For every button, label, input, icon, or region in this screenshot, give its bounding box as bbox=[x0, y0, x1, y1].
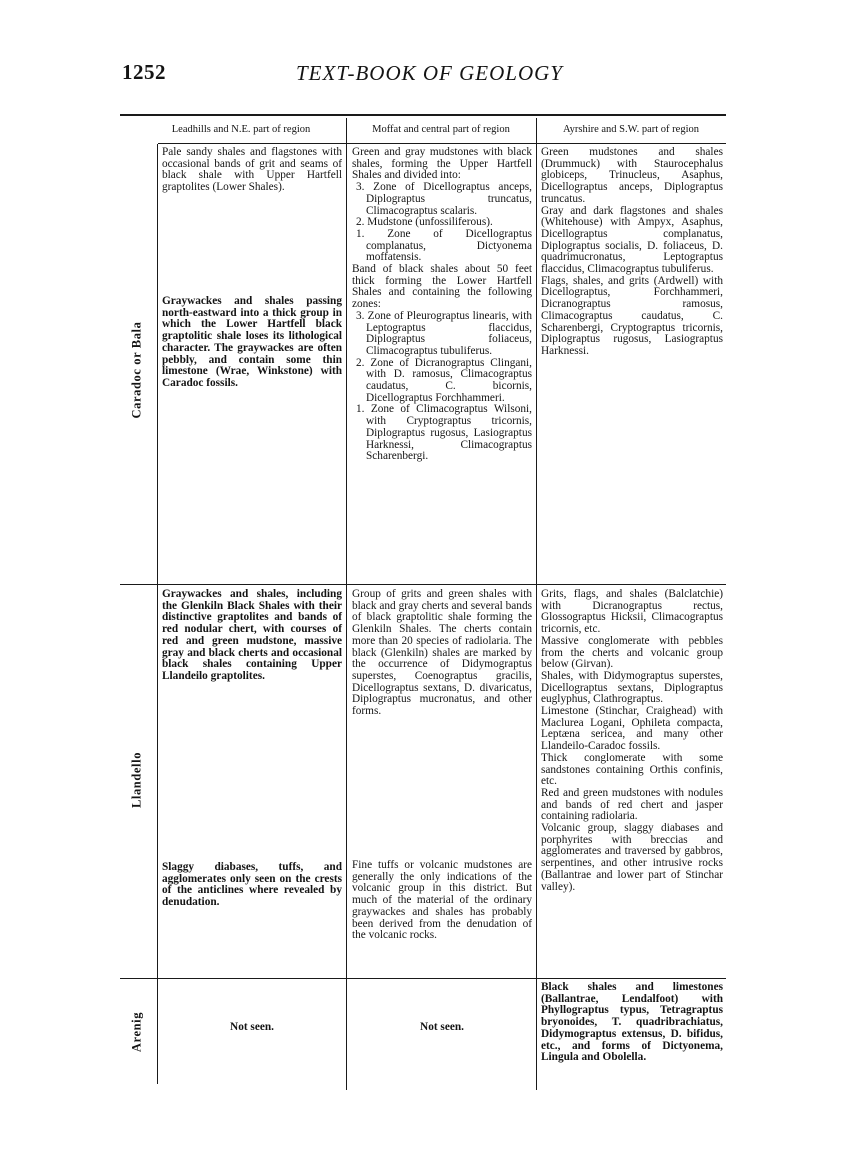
column-heading-leadhills: Leadhills and N.E. part of region bbox=[171, 124, 311, 135]
stage-label-llandeilo: Llandello bbox=[129, 751, 144, 809]
caradoc-moffat-lower-intro: Band of black shales about 50 feet thick forming the Lower Hartfell Shales and containing the following zones: bbox=[352, 263, 532, 311]
caradoc-moffat-upper-zone: 1. Zone of Dicellograptus complanatus, Dictyonema moffatensis. bbox=[356, 227, 532, 264]
llandeilo-leadhills-lower-cell bbox=[162, 862, 342, 909]
caradoc-moffat-intro: Green and gray mudstones with black shales, forming the Upper Hartfell Shales and divided into: bbox=[352, 146, 532, 182]
llandeilo-ayrshire-entry: Massive conglomerate with pebbles from the cherts and volcanic group below (Girvan). bbox=[541, 634, 723, 671]
llandeilo-moffat-lower-cell bbox=[352, 860, 532, 942]
arenig-leadhills-cell bbox=[162, 1022, 342, 1034]
stage-column-rule bbox=[157, 144, 158, 1084]
stage-label-caradoc: Caradoc or Bala bbox=[129, 321, 144, 419]
arenig-ayrshire-text: Black shales and limestones (Ballantrae, Lendalfoot) with Phyllograptus typus, Tetragraptus bryonoides, T. quadribrachiatus, Didymograptus extensus, D. bifidus, etc., and forms of Dictyonema, Lingula and Obolella. bbox=[541, 981, 723, 1064]
caradoc-ayrshire-entry: Gray and dark flagstones and shales (Whitehouse) with Ampyx, Asaphus, Dicellograptus complanatus, Diplograptus socialis, D. foliaceus, D. quadrimucronatus, Leptograptus flaccidus, Climacograptus tubuliferus. bbox=[541, 204, 723, 276]
llandeilo-moffat-cell bbox=[352, 589, 532, 718]
header-bottom-rule bbox=[158, 143, 726, 144]
llandeilo-moffat-lower-text: Fine tuffs or volcanic mudstones are generally the only indications of the volcanic group in this district. But much of the material of the ordinary graywackes and shales has probably been derived from the denudation of the volcanic rocks. bbox=[352, 859, 532, 942]
column-divider-2 bbox=[536, 118, 537, 1090]
table-top-rule bbox=[120, 114, 726, 116]
caradoc-moffat-upper-zone: 2. Mudstone (unfossiliferous). bbox=[356, 216, 493, 229]
llandeilo-leadhills-lower-text: Slaggy diabases, tuffs, and agglomerates only seen on the crests of the anticlines where revealed by denudation. bbox=[162, 861, 342, 909]
stage-label-arenig: Arenig bbox=[129, 1011, 144, 1053]
caradoc-ayrshire-entry: Flags, shales, and grits (Ardwell) with Dicellograptus, Forchhammeri, Dicranograptus ramosus, Climacograptus caudatus, C. Scharenbergi, Cryptograptus tricornis, Diplograptus rugosus, Lasiograptus Harknessi. bbox=[541, 274, 723, 357]
arenig-moffat-cell bbox=[352, 1022, 532, 1034]
llandeilo-ayrshire-entry: Thick conglomerate with some sandstones containing Orthis confinis, etc. bbox=[541, 751, 723, 788]
caradoc-ayrshire-cell bbox=[541, 147, 723, 358]
arenig-leadhills-text: Not seen. bbox=[230, 1021, 274, 1033]
caradoc-moffat-lower-zone: 1. Zone of Climacograptus Wilsoni, with Cryptograptus tricornis, Diplograptus rugosus, Lasiograptus Harknessi, Climacograptus Scharenbergi. bbox=[356, 403, 532, 463]
caradoc-leadhills-upper-text: Pale sandy shales and flagstones with occasional bands of grit and seams of black shale with Upper Hartfell graptolites (Lower Shales). bbox=[162, 146, 342, 194]
caradoc-moffat-upper-zone: 3. Zone of Dicellograptus anceps, Diplograptus truncatus, Climacograptus scalaris. bbox=[356, 181, 532, 217]
llandeilo-moffat-upper-text: Group of grits and green shales with black and gray cherts and several bands of black graptolitic shale forming the Glenkiln Shales. The cherts contain more than 20 species of radiolaria. The black (Glenkiln) shales are marked by the occurrence of Didymograptus superstes, Coenograptus gracilis, Dicellograptus sextans, D. divaricatus, Diplograptus mucronatus, and other forms. bbox=[352, 588, 532, 718]
column-divider-1 bbox=[346, 118, 347, 1090]
llandeilo-ayrshire-cell bbox=[541, 589, 723, 893]
caradoc-moffat-lower-zone: 3. Zone of Pleurograptus linearis, with Leptograptus flaccidus, Diplograptus foliaceus, Climacograptus tubuliferus. bbox=[356, 309, 532, 357]
caradoc-leadhills-lower-cell bbox=[162, 296, 342, 390]
page-number: 1252 bbox=[122, 60, 166, 84]
llandeilo-ayrshire-entry: Shales, with Didymograptus superstes, Dicellograptus sextans, Diplograptus euglyphus, Clathrograptus. bbox=[541, 669, 723, 706]
llandeilo-ayrshire-entry: Limestone (Stinchar, Craighead) with Maclurea Logani, Ophileta compacta, Leptæna sericea, and many other Llandeilo-Caradoc fossils. bbox=[541, 705, 723, 753]
running-title: TEXT-BOOK OF GEOLOGY bbox=[296, 61, 563, 85]
llandeilo-leadhills-upper-text: Graywackes and shales, including the Glenkiln Black Shales with their distinctive graptolites and bands of red nodular chert, with courses of red and green mudstone, massive gray and black cherts and occasional black shales containing Upper Llandeilo graptolites. bbox=[162, 588, 342, 682]
caradoc-ayrshire-entry: Green mudstones and shales (Drummuck) with Staurocephalus globiceps, Trinucleus, Asaphus, Dicellograptus anceps, Diplograptus truncatus. bbox=[541, 146, 723, 205]
arenig-moffat-text: Not seen. bbox=[420, 1021, 464, 1033]
llandeilo-ayrshire-entry: Red and green mudstones with nodules and bands of red chert and jasper containing radiolaria. bbox=[541, 786, 723, 823]
caradoc-leadhills-cell bbox=[162, 147, 342, 194]
column-heading-ayrshire: Ayrshire and S.W. part of region bbox=[563, 124, 699, 135]
column-heading-moffat: Moffat and central part of region bbox=[372, 124, 510, 135]
arenig-ayrshire-cell bbox=[541, 982, 723, 1064]
caradoc-moffat-lower-zone: 2. Zone of Dicranograptus Clingani, with D. ramosus, Climacograptus caudatus, C. bicornis, Dicellograptus Forchhammeri. bbox=[356, 356, 532, 404]
llandeilo-leadhills-cell bbox=[162, 589, 342, 683]
stage-divider-2 bbox=[120, 978, 726, 979]
stage-divider-1 bbox=[120, 584, 726, 585]
caradoc-leadhills-lower-text: Graywackes and shales passing north-eastward into a thick group in which the Lower Hartfell black graptolitic shale loses its lithological character. The graywackes are often pebbly, and contain some thin limestone (Wrae, Winkstone) with Caradoc fossils. bbox=[162, 295, 342, 389]
llandeilo-ayrshire-entry: Volcanic group, slaggy diabases and porphyrites with breccias and agglomerates and traversed by gabbros, serpentines, and other intrusive rocks (Ballantrae and lower part of Stinchar valley). bbox=[541, 822, 723, 893]
llandeilo-ayrshire-entry: Grits, flags, and shales (Balclatchie) with Dicranograptus rectus, Glossograptus Hicksii, Climacograptus tricornis, etc. bbox=[541, 588, 723, 636]
caradoc-moffat-cell bbox=[352, 147, 532, 463]
